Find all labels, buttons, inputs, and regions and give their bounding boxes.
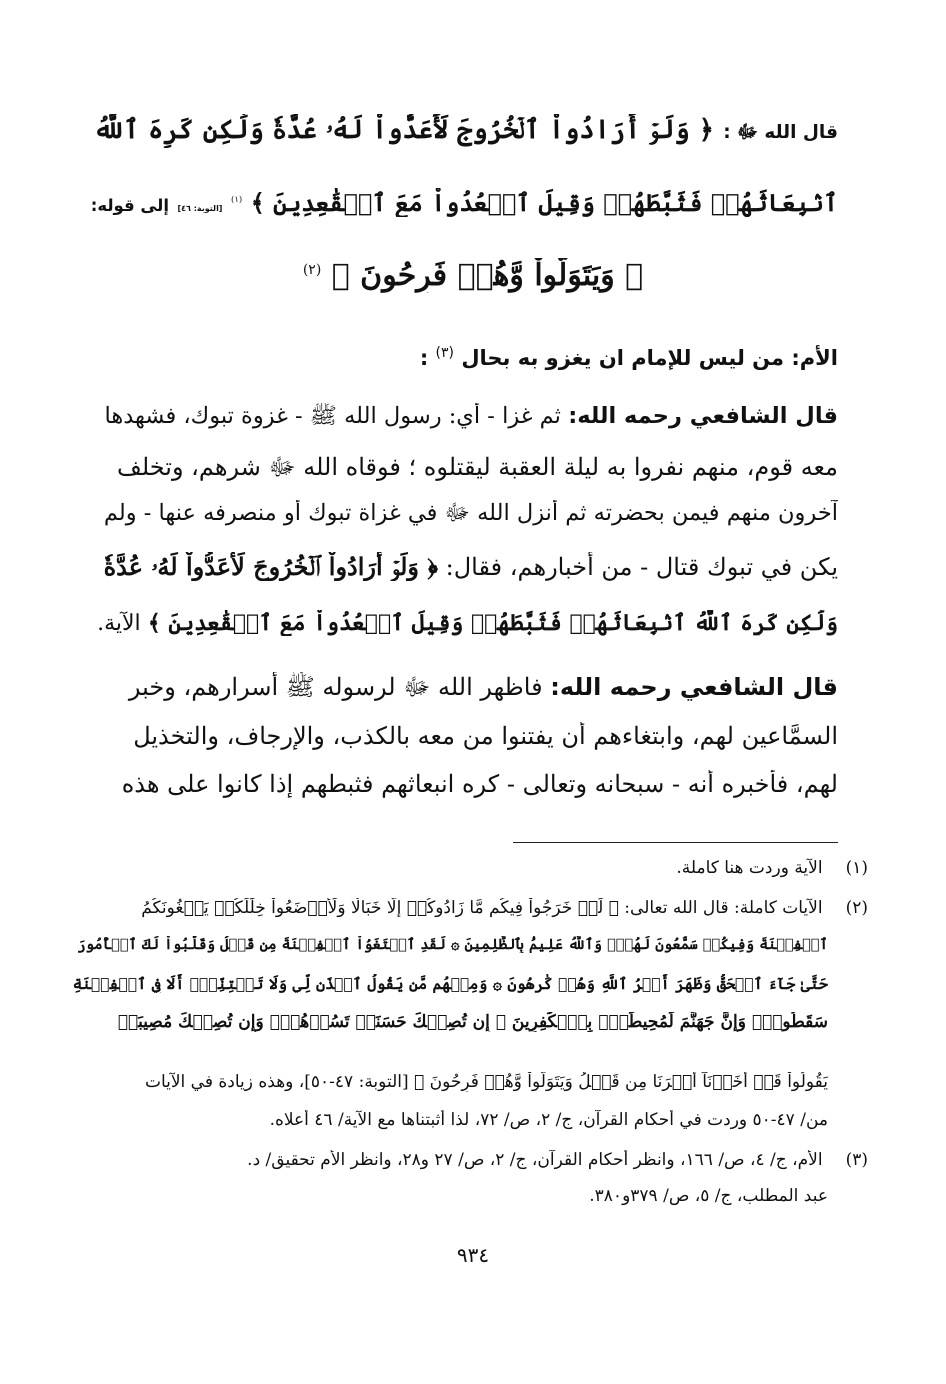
footnote-2-line-6: من/ ٤٧-٥٠ وردت في أحكام القرآن، ج/ ٢، ص/ ٧٢، لذا أثبتناها مع الآية/ ٤٦ أعلاه. [269, 1110, 828, 1130]
header-verse-line-2 [90, 188, 838, 217]
header-verse-line-1 [90, 114, 838, 148]
header-verse-label: قال الله ﷻ : [723, 122, 838, 143]
footnote-separator [513, 842, 838, 843]
footnote-2-line-2: ٱلۡفِتۡنَةَ وَفِيكُمۡ سَمَّٰعُونَ لَهُمۡۗ وَٱللَّهُ عَلِيمُۢ بِٱلظَّٰلِمِينَ ۞ لَقَدِ ٱبۡتَغَوُاْ ٱلۡفِتۡنَةَ مِن قَبۡلُ وَقَلَّبُواْ لَكَ ٱلۡأُمُورَ [77, 936, 828, 953]
footnote-1 [90, 858, 868, 878]
footnote-2-number: (٢) [845, 898, 868, 918]
header-verse-text-2: ٱنۢبِعَاثَهُمۡ فَثَبَّطَهُمۡ وَقِيلَ ٱقۡعُدُواْ مَعَ ٱلۡقَٰعِدِينَ ﴾ [250, 188, 838, 217]
section-heading-label: الأم: من ليس للإمام ان يغزو به بحال [461, 346, 838, 370]
paragraph-1-text-1: ثم غزا - أي: رسول الله ﷺ - غزوة تبوك، فشهدها [104, 403, 561, 429]
section-heading-tail: : [419, 346, 429, 370]
footnote-2-line-4: سَقَطُواْۗ وَإِنَّ جَهَنَّمَ لَمُحِيطَةُۢ بِٱلۡكَٰفِرِينَ ۞ إِن تُصِبۡكَ حَسَنَةٞ تَسُؤۡهُمۡۖ وَإِن تُصِبۡكَ مُصِيبَةٞ [117, 1012, 828, 1032]
paragraph-2-line-2: السمَّاعين لهم، وابتغاءهم أن يفتنوا من معه بالكذب، والإرجاف، والتخذيل [133, 722, 838, 750]
paragraph-1-line-1 [90, 403, 838, 435]
footnote-2-text-1: الآيات كاملة: قال الله تعالى: ﴿ لَوۡ خَرَجُواْ فِيكُم مَّا زَادُوكُمۡ إِلَّا خَبَالٗا وَلَأَوۡضَعُواْ خِلَٰلَكُمۡ يَبۡغُونَكُمُ [141, 898, 823, 918]
paragraph-1-speaker: قال الشافعي رحمه الله: [568, 403, 838, 429]
footnote-3-number: (٣) [845, 1150, 868, 1170]
paragraph-2-text-1: فاظهر الله ﷻ لرسوله ﷺ أسرارهم، وخبر [128, 673, 543, 701]
paragraph-2-speaker: قال الشافعي رحمه الله: [550, 673, 838, 701]
footnote-marker-3: (٣) [435, 345, 454, 361]
page-number: ٩٣٤ [456, 1243, 490, 1267]
footnote-3-line-2: عبد المطلب، ج/ ٥، ص/ ٣٧٩و٣٨٠. [589, 1186, 828, 1206]
paragraph-1-verse-4: ﴿ وَلَوۡ أَرَادُواْ ٱلۡخُرُوجَ لَأَعَدُّواْ لَهُۥ عُدَّةٗ [103, 552, 438, 581]
paragraph-1-line-2: معه قوم، منهم نفروا به ليلة العقبة ليقتلوه ؛ فوقاه الله ﷻ شرهم، وتخلف [116, 453, 838, 481]
footnote-2-line-5: يَقُولُواْ قَدۡ أَخَذۡنَآ أَمۡرَنَا مِن قَبۡلُ وَيَتَوَلَّواْ وَّهُمۡ فَرِحُونَ ﴾ [التوبة: ٤٧-٥٠]، وهذه زيادة في الآيات [144, 1072, 828, 1092]
footnote-1-text: الآية وردت هنا كاملة. [676, 858, 823, 878]
footnote-2-line-1 [90, 898, 868, 918]
footnote-3-line-1 [90, 1150, 868, 1170]
footnote-marker-2: (٢) [302, 262, 322, 278]
footnote-2-line-3: حَتَّىٰ جَآءَ ٱلۡحَقُّ وَظَهَرَ أَمۡرُ ٱللَّهِ وَهُمۡ كَٰرِهُونَ ۞ وَمِنۡهُم مَّن يَقُولُ ٱئۡذَن لِّي وَلَا تَفۡتِنِّيٓۚ أَلَا فِي ٱلۡفِتۡنَةِ [72, 974, 828, 993]
footnote-3-text-1: الأم، ج/ ٤، ص/ ١٦٦، وانظر أحكام القرآن، ج/ ٢، ص/ ٢٧ و٢٨، وانظر الأم تحقيق/ د. [247, 1150, 823, 1170]
paragraph-1-line-4 [90, 552, 838, 581]
header-verse-line-3 [0, 258, 946, 293]
paragraph-2-line-3: لهم، فأخبره أنه - سبحانه وتعالى - كره انبعاثهم فثبطهم إذا كانوا على هذه [121, 770, 838, 798]
footnote-1-number: (١) [845, 858, 868, 878]
header-verse-text-3: ﴿ وَيَتَوَلَّواْ وَّهُمۡ فَرِحُونَ ﴾ [331, 258, 644, 293]
paragraph-1-line-5 [90, 610, 838, 636]
paragraph-1-verse-5: وَلَٰكِن كَرِهَ ٱللَّهُ ٱنۢبِعَاثَهُمۡ فَثَبَّطَهُمۡ وَقِيلَ ٱقۡعُدُواْ مَعَ ٱلۡقَٰعِدِينَ ﴾ [147, 610, 838, 636]
header-verse-tail: إلى قوله: [90, 196, 169, 215]
section-heading [90, 345, 838, 370]
surah-reference: [التوبة: ٤٦] [177, 204, 223, 213]
footnote-marker-1: (١) [231, 194, 243, 205]
header-verse-text-1: ﴿ وَلَوۡ أَرَادُواْ ٱلۡخُرُوجَ لَأَعَدُّواْ لَهُۥ عُدَّةٗ وَلَٰكِن كَرِهَ ٱللَّهُ [93, 115, 714, 145]
paragraph-2-line-1 [90, 672, 838, 707]
paragraph-1-text-4: يكن في تبوك قتال - من أخبارهم، فقال: [445, 553, 838, 581]
paragraph-1-text-5: الآية. [97, 611, 141, 636]
paragraph-1-line-3: آخرون منهم فيمن بحضرته ثم أنزل الله ﷻ في غزاة تبوك أو منصرفه عنها - ولم [103, 500, 838, 526]
